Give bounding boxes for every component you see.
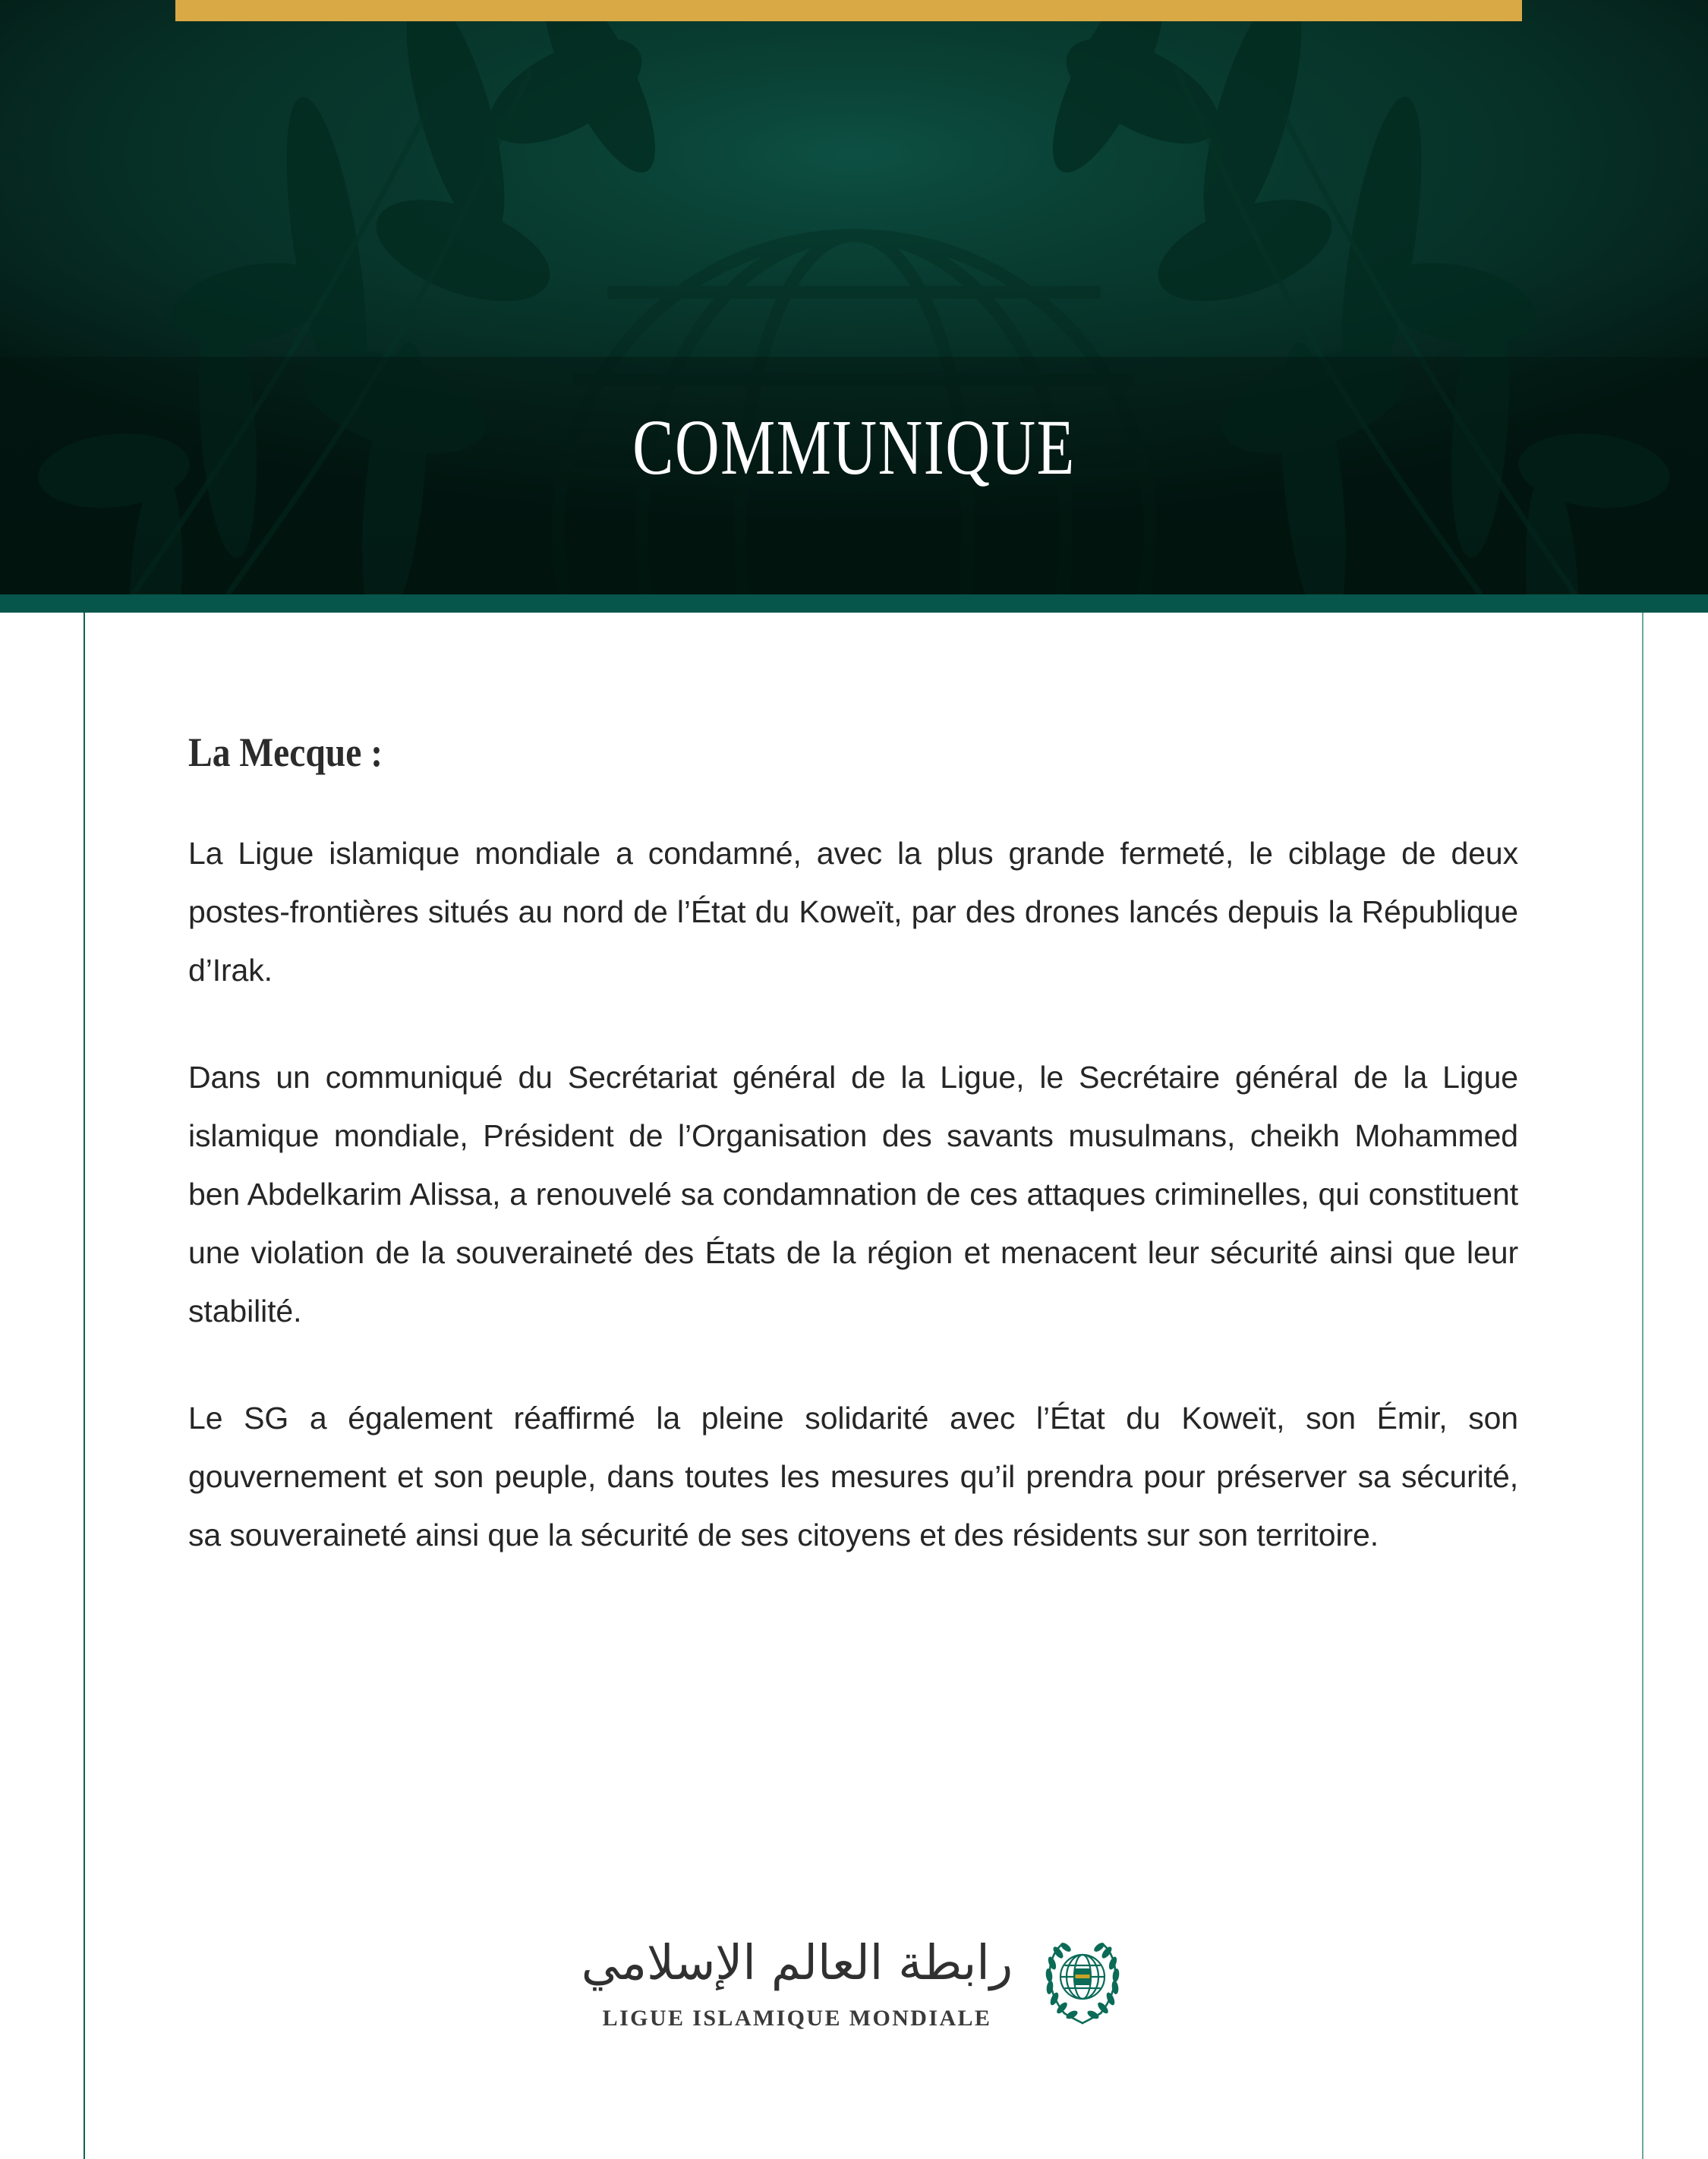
paragraph: Le SG a également réaffirmé la pleine solidarité avec l’État du Koweït, son Émir, son gouvernement et son peuple, dans toutes les mesures qu’il prendra pour préserver sa sécurité, sa souveraineté ainsi que la sécurité de ses citoyens et des résidents sur son territoire. (188, 1401, 1518, 1552)
logo-wordmark (581, 1927, 1013, 2033)
paragraph: La Ligue islamique mondiale a condamné, avec la plus grande fermeté, le ciblage de deux postes-frontières situés au nord de l’État du Koweït, par des drones lancés depuis la République d’Irak. (188, 836, 1518, 988)
logo-latin-name: LIGUE ISLAMIQUE MONDIALE (602, 2006, 992, 2031)
globe-laurel-wreath-emblem-icon (1038, 1933, 1127, 2027)
gold-accent-bar (175, 0, 1522, 21)
kaaba-icon (1074, 1968, 1091, 1985)
dateline: La Mecque : (188, 730, 383, 775)
article-body (188, 729, 1518, 1565)
logo-arabic-name: رابطة العالم الإسلامي (581, 1935, 1013, 1990)
paragraph: Dans un communiqué du Secrétariat général de la Ligue, le Secrétaire général de la Ligue islamique mondiale, Président de l’Organisation des savants musulmans, cheikh Mohammed ben Abdelkarim Alissa, a renouvelé sa condamnation de ces attaques criminelles, qui constituent une violation de la souveraineté des États de la région et menacent leur sécurité ainsi que leur stabilité. (188, 1060, 1518, 1328)
page-header (0, 0, 1708, 594)
header-watermark-artwork (0, 0, 1708, 594)
page-title: COMMUNIQUE (632, 404, 1076, 491)
footer-logo (0, 1927, 1708, 2033)
teal-divider-band (0, 594, 1708, 613)
